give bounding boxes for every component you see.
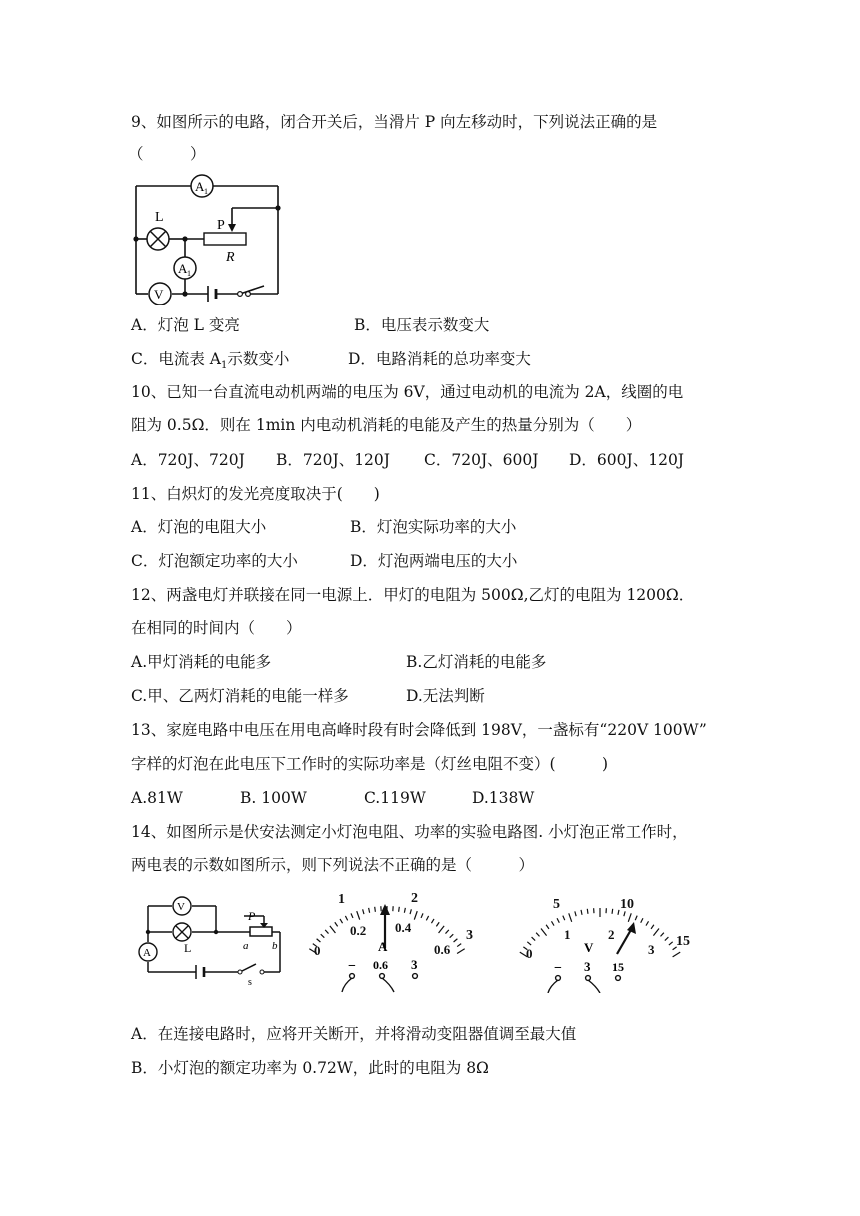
q10-stem-line2: 阻为 0.5Ω．则在 1min 内电动机消耗的电能及产生的热量分别为（ ） <box>131 416 642 434</box>
scale-tick <box>527 942 531 945</box>
scale-tick <box>325 930 328 934</box>
q9-option-b: B．电压表示数变大 <box>354 316 490 334</box>
svg-text:0: 0 <box>526 946 533 961</box>
scale-tick <box>369 908 370 913</box>
q12-option-a: A.甲灯消耗的电能多 <box>131 653 272 671</box>
q11-option-c: C．灯泡额定功率的大小 <box>131 552 298 570</box>
q11-option-b: B．灯泡实际功率的大小 <box>350 518 517 536</box>
svg-text:A: A <box>178 261 188 276</box>
svg-text:R: R <box>226 250 235 265</box>
q10-option-b: B．720J、120J <box>276 451 390 469</box>
svg-text:1: 1 <box>564 927 571 942</box>
scale-tick <box>612 909 613 914</box>
svg-text:1: 1 <box>187 269 191 278</box>
q12-option-c: C.甲、乙两灯消耗的电能一样多 <box>131 687 349 705</box>
scale-tick <box>454 939 458 942</box>
svg-text:2: 2 <box>608 927 615 942</box>
scale-tick <box>351 913 353 918</box>
scale-tick <box>450 934 454 937</box>
q13-option-c: C.119W <box>364 789 426 807</box>
scale-tick <box>340 919 343 923</box>
scale-tick <box>628 913 631 921</box>
svg-text:3: 3 <box>466 928 473 943</box>
q13-option-d: D.138W <box>472 789 535 807</box>
scale-tick <box>410 909 411 914</box>
svg-text:15: 15 <box>612 960 624 974</box>
svg-text:P: P <box>248 909 256 923</box>
scale-tick <box>330 926 336 933</box>
q9-circuit-diagram <box>128 170 293 305</box>
scale-tick <box>646 921 649 925</box>
svg-text:0.6: 0.6 <box>373 958 388 972</box>
scale-tick <box>536 933 539 937</box>
svg-text:V: V <box>584 940 594 955</box>
svg-text:P: P <box>217 218 225 233</box>
q14-option-b: B．小灯泡的额定功率为 0.72W，此时的电阻为 8Ω <box>131 1059 489 1077</box>
q12-stem-line2: 在相同的时间内（ ） <box>131 619 302 637</box>
svg-text:V: V <box>154 287 164 302</box>
q12-option-b: B.乙灯消耗的电能多 <box>406 653 547 671</box>
svg-text:0: 0 <box>314 943 321 958</box>
svg-text:−: − <box>348 959 356 974</box>
q10-option-c: C．720J、600J <box>424 451 539 469</box>
scale-tick <box>426 916 428 920</box>
svg-text:L: L <box>184 941 192 955</box>
q14-option-a: A．在连接电路时，应将开关断开，并将滑动变阻器值调至最大值 <box>131 1025 577 1043</box>
scale-tick <box>641 918 643 922</box>
q13-option-b: B. 100W <box>240 789 307 807</box>
scale-tick <box>457 949 465 954</box>
scale-tick <box>321 934 325 937</box>
scale-tick <box>357 911 360 919</box>
svg-text:b: b <box>272 940 278 952</box>
svg-text:V: V <box>177 901 185 913</box>
scale-tick <box>375 907 376 912</box>
svg-text:0.2: 0.2 <box>350 923 367 938</box>
slider-arrow-icon <box>228 224 236 232</box>
q10-stem-line1: 10、已知一台直流电动机两端的电压为 6V，通过电动机的电流为 2A，线圈的电 <box>131 383 684 401</box>
scale-tick <box>546 925 549 929</box>
q11-stem: 11、白炽灯的发光亮度取决于( ) <box>131 485 380 503</box>
q10-option-d: D．600J、120J <box>569 451 685 469</box>
ammeter-dial <box>294 888 484 993</box>
q11-option-d: D．灯泡两端电压的大小 <box>350 552 518 570</box>
scale-tick <box>624 911 625 916</box>
svg-text:1: 1 <box>338 892 345 907</box>
scale-tick <box>557 918 559 922</box>
q14-stem-line2: 两电表的示数如图所示，则下列说法不正确的是（ ） <box>131 856 535 874</box>
q12-option-d: D.无法判断 <box>406 687 485 705</box>
svg-text:2: 2 <box>411 891 418 906</box>
q12-stem-line1: 12、两盏电灯并联接在同一电源上．甲灯的电阻为 500Ω,乙灯的电阻为 1200Ω． <box>131 586 695 604</box>
scale-tick <box>569 913 572 921</box>
scale-tick <box>363 909 364 914</box>
scale-tick <box>551 921 554 925</box>
q13-stem-line2: 字样的灯泡在此电压下工作时的实际功率是（灯丝电阻不变）( ) <box>131 755 609 773</box>
scale-tick <box>436 922 439 926</box>
q14-circuit-diagram <box>132 892 287 987</box>
svg-text:a: a <box>243 940 249 952</box>
svg-text:A: A <box>143 947 151 959</box>
svg-text:−: − <box>554 961 562 976</box>
scale-tick <box>414 911 417 919</box>
voltmeter-needle <box>617 928 632 954</box>
svg-text:5: 5 <box>553 897 560 912</box>
q9-paren: （ ） <box>128 145 206 163</box>
scale-tick <box>345 916 347 920</box>
svg-text:3: 3 <box>411 957 418 972</box>
svg-text:0.4: 0.4 <box>395 920 412 935</box>
q10-option-a: A．720J、720J <box>131 451 245 469</box>
scale-tick <box>618 910 619 915</box>
q9-option-a: A．灯泡 L 变亮 <box>131 316 240 334</box>
q9-stem: 9、如图所示的电路，闭合开关后，当滑片 P 向左移动时，下列说法正确的是 <box>131 113 658 131</box>
svg-text:15: 15 <box>676 934 690 949</box>
scale-tick <box>317 939 321 942</box>
scale-tick <box>532 937 536 940</box>
scale-tick <box>653 929 659 936</box>
q14-stem-line1: 14、如图所示是伏安法测定小灯泡电阻、功率的实验电路图. 小灯泡正常工作时， <box>131 823 688 841</box>
scale-tick <box>439 926 445 933</box>
scale-tick <box>635 916 637 921</box>
scale-tick <box>399 907 400 912</box>
scale-tick <box>563 916 565 921</box>
svg-text:3: 3 <box>648 942 655 957</box>
svg-text:A: A <box>378 939 388 954</box>
scale-tick <box>404 908 405 913</box>
scale-tick <box>541 929 547 936</box>
voltmeter-dial <box>500 888 700 993</box>
svg-text:A: A <box>195 179 205 194</box>
q11-option-a: A．灯泡的电阻大小 <box>131 518 267 536</box>
scale-tick <box>421 913 423 918</box>
q13-stem-line1: 13、家庭电路中电压在用电高峰时段有时会降低到 198V，一盏标有“220V 100W” <box>131 721 707 739</box>
scale-tick <box>581 910 582 915</box>
scale-tick <box>575 911 576 916</box>
svg-text:s: s <box>248 977 252 987</box>
svg-text:0.6: 0.6 <box>434 942 451 957</box>
svg-text:3: 3 <box>584 959 591 974</box>
scale-tick <box>335 922 338 926</box>
q9-option-d: D．电路消耗的总功率变大 <box>348 350 531 368</box>
scale-tick <box>457 944 461 947</box>
scale-tick <box>661 933 664 937</box>
q13-option-a: A.81W <box>131 789 183 807</box>
scale-tick <box>587 909 588 914</box>
scale-tick <box>445 930 448 934</box>
svg-text:10: 10 <box>620 897 634 912</box>
svg-text:L: L <box>155 210 164 225</box>
scale-tick <box>665 937 669 940</box>
scale-tick <box>651 925 654 929</box>
scale-tick <box>669 942 673 945</box>
scale-tick <box>431 919 434 923</box>
q9-option-c: C．电流表 $A_1$示数变小 <box>131 350 290 372</box>
scale-tick <box>673 952 681 957</box>
svg-text:1: 1 <box>204 187 208 196</box>
